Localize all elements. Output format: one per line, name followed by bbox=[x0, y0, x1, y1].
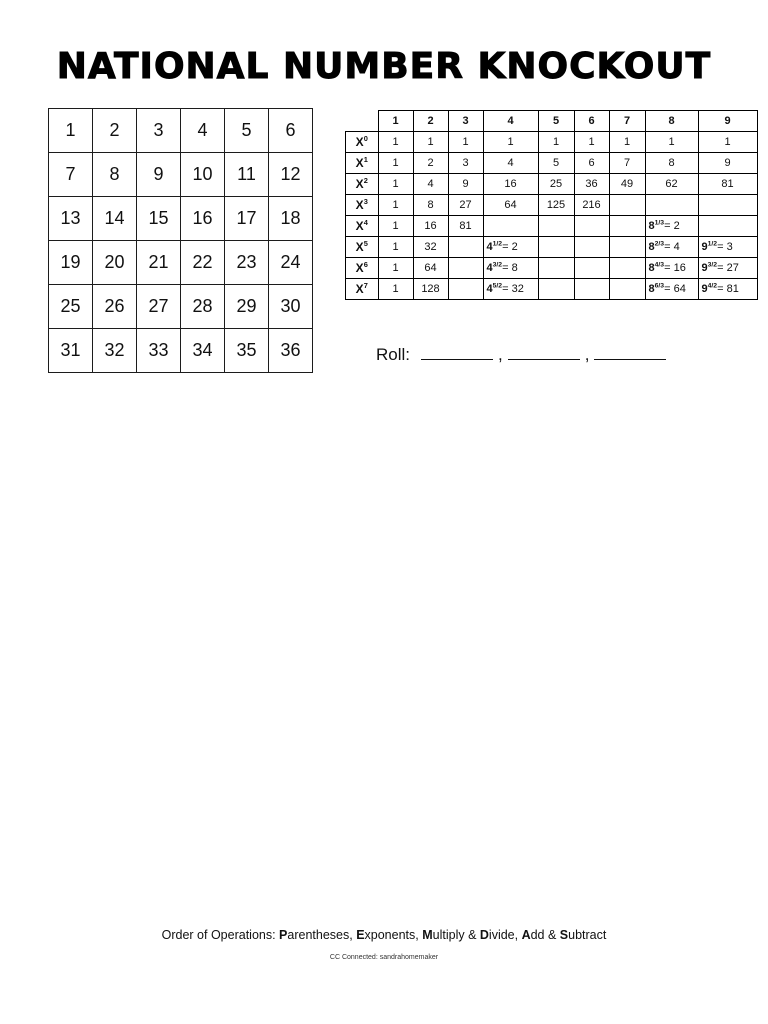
powers-cell bbox=[574, 237, 609, 258]
powers-cell: 216 bbox=[574, 195, 609, 216]
powers-cell: $4^{5/2}= 32$ bbox=[483, 279, 538, 300]
number-cell: 34 bbox=[181, 329, 225, 373]
powers-cell bbox=[698, 195, 757, 216]
number-cell: 18 bbox=[269, 197, 313, 241]
powers-cell: $8^{2/3}= 4$ bbox=[645, 237, 698, 258]
order-bold-letter: A bbox=[521, 928, 531, 942]
powers-cell: 1 bbox=[609, 132, 645, 153]
powers-cell: 64 bbox=[483, 195, 538, 216]
credit-line: CC Connected: sandrahomemaker bbox=[329, 954, 439, 961]
powers-cell: 1 bbox=[378, 153, 413, 174]
powers-cell: 8 bbox=[413, 195, 448, 216]
number-cell: 15 bbox=[137, 197, 181, 241]
powers-cell bbox=[574, 216, 609, 237]
number-cell: 36 bbox=[269, 329, 313, 373]
number-cell: 35 bbox=[225, 329, 269, 373]
powers-row-label: $X^2$ bbox=[346, 174, 379, 195]
powers-cell bbox=[574, 279, 609, 300]
powers-cell bbox=[448, 237, 483, 258]
number-cell: 6 bbox=[269, 109, 313, 153]
powers-col-header: 5 bbox=[538, 111, 574, 132]
powers-row-label: $X^0$ bbox=[346, 132, 379, 153]
number-cell: 20 bbox=[93, 241, 137, 285]
number-cell: 10 bbox=[181, 153, 225, 197]
order-of-operations: Order of Operations: Parentheses, Exponents, Multiply & Divide, Add & Subtract bbox=[161, 928, 607, 942]
powers-cell: 9 bbox=[448, 174, 483, 195]
powers-cell: 25 bbox=[538, 174, 574, 195]
number-cell: 9 bbox=[137, 153, 181, 197]
powers-cell: 1 bbox=[378, 279, 413, 300]
powers-row-label: $X^4$ bbox=[346, 216, 379, 237]
powers-cell bbox=[698, 216, 757, 237]
powers-cell: 2 bbox=[413, 153, 448, 174]
powers-cell: 1 bbox=[378, 216, 413, 237]
powers-col-header: 6 bbox=[574, 111, 609, 132]
powers-cell bbox=[609, 216, 645, 237]
powers-row bbox=[346, 153, 758, 174]
powers-row-label: $X^3$ bbox=[346, 195, 379, 216]
number-grid-row bbox=[49, 241, 313, 285]
powers-cell: 1 bbox=[378, 258, 413, 279]
powers-cell: 1 bbox=[483, 132, 538, 153]
powers-cell: $9^{3/2}= 27$ bbox=[698, 258, 757, 279]
number-cell: 32 bbox=[93, 329, 137, 373]
number-cell: 33 bbox=[137, 329, 181, 373]
powers-cell: 64 bbox=[413, 258, 448, 279]
powers-cell: $4^{3/2}= 8$ bbox=[483, 258, 538, 279]
powers-cell: $9^{4/2}= 81$ bbox=[698, 279, 757, 300]
powers-cell: 32 bbox=[413, 237, 448, 258]
number-cell: 29 bbox=[225, 285, 269, 329]
order-bold-letter: E bbox=[356, 928, 365, 942]
number-cell: 23 bbox=[225, 241, 269, 285]
number-cell: 3 bbox=[137, 109, 181, 153]
powers-cell bbox=[448, 279, 483, 300]
powers-cell bbox=[538, 279, 574, 300]
number-cell: 22 bbox=[181, 241, 225, 285]
number-cell: 8 bbox=[93, 153, 137, 197]
order-bold-letter: S bbox=[559, 928, 569, 942]
order-prefix: Order of Operations: bbox=[161, 928, 280, 942]
number-cell: 2 bbox=[93, 109, 137, 153]
order-bold-letter: M bbox=[422, 928, 433, 942]
powers-cell: 27 bbox=[448, 195, 483, 216]
powers-cell: $8^{1/3}= 2$ bbox=[645, 216, 698, 237]
powers-table bbox=[345, 110, 758, 300]
powers-cell: 4 bbox=[413, 174, 448, 195]
powers-cell: 81 bbox=[698, 174, 757, 195]
powers-cell bbox=[483, 216, 538, 237]
powers-col-header: 1 bbox=[378, 111, 413, 132]
powers-header-row bbox=[346, 111, 758, 132]
powers-col-header: 8 bbox=[645, 111, 698, 132]
powers-cell bbox=[609, 279, 645, 300]
number-cell: 27 bbox=[137, 285, 181, 329]
powers-col-header: 3 bbox=[448, 111, 483, 132]
powers-cell: $4^{1/2}= 2$ bbox=[483, 237, 538, 258]
number-cell: 12 bbox=[269, 153, 313, 197]
powers-cell bbox=[609, 195, 645, 216]
powers-cell: 3 bbox=[448, 153, 483, 174]
powers-cell bbox=[609, 258, 645, 279]
powers-cell: 1 bbox=[448, 132, 483, 153]
powers-cell: 1 bbox=[698, 132, 757, 153]
powers-cell: 1 bbox=[378, 237, 413, 258]
powers-cell: 62 bbox=[645, 174, 698, 195]
powers-row-label: $X^5$ bbox=[346, 237, 379, 258]
number-grid-row bbox=[49, 109, 313, 153]
number-cell: 31 bbox=[49, 329, 93, 373]
roll-comma-1: , bbox=[498, 345, 503, 364]
number-cell: 13 bbox=[49, 197, 93, 241]
powers-cell: 16 bbox=[483, 174, 538, 195]
powers-cell: $8^{6/3}= 64$ bbox=[645, 279, 698, 300]
number-cell: 19 bbox=[49, 241, 93, 285]
roll-line bbox=[376, 344, 671, 365]
number-cell: 5 bbox=[225, 109, 269, 153]
powers-cell: 1 bbox=[378, 195, 413, 216]
powers-cell bbox=[448, 258, 483, 279]
powers-row bbox=[346, 237, 758, 258]
powers-col-header: 4 bbox=[483, 111, 538, 132]
powers-cell: $8^{4/3}= 16$ bbox=[645, 258, 698, 279]
number-cell: 25 bbox=[49, 285, 93, 329]
number-cell: 28 bbox=[181, 285, 225, 329]
number-cell: 4 bbox=[181, 109, 225, 153]
powers-row bbox=[346, 279, 758, 300]
powers-cell: 1 bbox=[574, 132, 609, 153]
powers-cell: 1 bbox=[645, 132, 698, 153]
number-grid bbox=[48, 108, 313, 373]
powers-cell: 5 bbox=[538, 153, 574, 174]
powers-row-label: $X^7$ bbox=[346, 279, 379, 300]
number-cell: 14 bbox=[93, 197, 137, 241]
powers-cell bbox=[538, 237, 574, 258]
number-cell: 1 bbox=[49, 109, 93, 153]
powers-cell: 1 bbox=[413, 132, 448, 153]
page-title: NATIONAL NUMBER KNOCKOUT bbox=[56, 46, 712, 87]
powers-row-label: $X^6$ bbox=[346, 258, 379, 279]
roll-comma-2: , bbox=[584, 345, 590, 364]
powers-row bbox=[346, 174, 758, 195]
powers-cell bbox=[609, 237, 645, 258]
number-cell: 11 bbox=[225, 153, 269, 197]
number-cell: 30 bbox=[269, 285, 313, 329]
powers-cell: 49 bbox=[609, 174, 645, 195]
powers-cell: 125 bbox=[538, 195, 574, 216]
number-grid-row bbox=[49, 329, 313, 373]
powers-cell: 1 bbox=[378, 132, 413, 153]
powers-cell: 36 bbox=[574, 174, 609, 195]
number-grid-row bbox=[49, 153, 313, 197]
powers-cell: 128 bbox=[413, 279, 448, 300]
order-bold-letter: P bbox=[279, 928, 288, 942]
number-cell: 16 bbox=[181, 197, 225, 241]
powers-row bbox=[346, 216, 758, 237]
powers-cell: 1 bbox=[538, 132, 574, 153]
powers-cell bbox=[574, 258, 609, 279]
powers-col-header: 9 bbox=[698, 111, 757, 132]
powers-cell: 16 bbox=[413, 216, 448, 237]
powers-cell: 9 bbox=[698, 153, 757, 174]
number-grid-row bbox=[49, 285, 313, 329]
powers-cell: 81 bbox=[448, 216, 483, 237]
number-cell: 26 bbox=[93, 285, 137, 329]
roll-label: Roll: bbox=[376, 345, 411, 364]
order-bold-letter: D bbox=[479, 928, 489, 942]
powers-cell: 8 bbox=[645, 153, 698, 174]
powers-row-label: $X^1$ bbox=[346, 153, 379, 174]
roll-blank-3 bbox=[594, 344, 666, 360]
powers-col-header: 2 bbox=[413, 111, 448, 132]
powers-row bbox=[346, 132, 758, 153]
number-cell: 24 bbox=[269, 241, 313, 285]
powers-cell bbox=[538, 258, 574, 279]
powers-col-header: 7 bbox=[609, 111, 645, 132]
powers-cell: 6 bbox=[574, 153, 609, 174]
roll-blank-1 bbox=[421, 344, 493, 360]
powers-row bbox=[346, 195, 758, 216]
powers-row bbox=[346, 258, 758, 279]
number-grid-row bbox=[49, 197, 313, 241]
number-cell: 7 bbox=[49, 153, 93, 197]
number-cell: 21 bbox=[137, 241, 181, 285]
powers-cell bbox=[538, 216, 574, 237]
powers-cell: 1 bbox=[378, 174, 413, 195]
powers-cell: 4 bbox=[483, 153, 538, 174]
powers-corner-cell bbox=[346, 111, 379, 132]
roll-blank-2 bbox=[508, 344, 580, 360]
powers-cell: $9^{1/2}= 3$ bbox=[698, 237, 757, 258]
number-cell: 17 bbox=[225, 197, 269, 241]
powers-cell: 7 bbox=[609, 153, 645, 174]
powers-cell bbox=[645, 195, 698, 216]
